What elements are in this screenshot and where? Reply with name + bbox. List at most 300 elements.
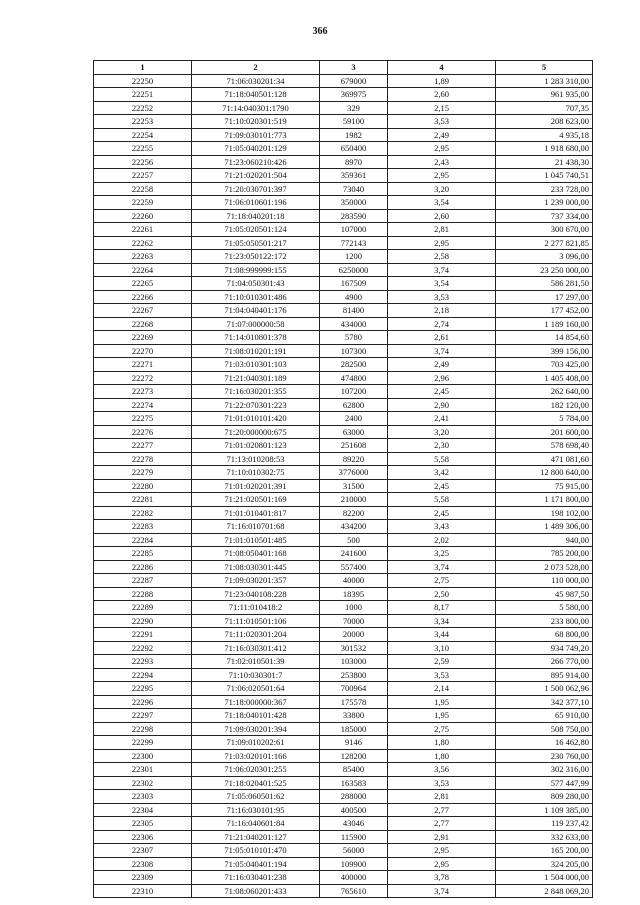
cadastral-number-cell: 71:11:020301:204 <box>192 628 320 642</box>
coefficient-cell: 2,95 <box>388 142 496 156</box>
row-number-cell: 22276 <box>94 425 192 439</box>
amount-cell: 12 800 640,00 <box>496 466 593 480</box>
table-row <box>94 196 593 210</box>
coefficient-cell: 2,81 <box>388 790 496 804</box>
row-number-cell: 22303 <box>94 790 192 804</box>
column-header-4: 4 <box>388 61 496 75</box>
coefficient-cell: 2,95 <box>388 857 496 871</box>
amount-cell: 16 462,80 <box>496 736 593 750</box>
column-header-5: 5 <box>496 61 593 75</box>
value-cell: 400500 <box>320 803 388 817</box>
table-row <box>94 560 593 574</box>
cadastral-number-cell: 71:18:020401:525 <box>192 776 320 790</box>
cadastral-number-cell: 71:02:010501:39 <box>192 655 320 669</box>
value-cell: 1000 <box>320 601 388 615</box>
cadastral-number-cell: 71:18:040201:18 <box>192 209 320 223</box>
amount-cell: 110 000,00 <box>496 574 593 588</box>
amount-cell: 266 770,00 <box>496 655 593 669</box>
cadastral-number-cell: 71:20:000000:675 <box>192 425 320 439</box>
value-cell: 85400 <box>320 763 388 777</box>
amount-cell: 508 750,00 <box>496 722 593 736</box>
row-number-cell: 22281 <box>94 493 192 507</box>
coefficient-cell: 8,17 <box>388 601 496 615</box>
row-number-cell: 22263 <box>94 250 192 264</box>
cadastral-number-cell: 71:21:040201:127 <box>192 830 320 844</box>
cadastral-number-cell: 71:16:030201:355 <box>192 385 320 399</box>
value-cell: 167509 <box>320 277 388 291</box>
table-row <box>94 655 593 669</box>
coefficient-cell: 2,91 <box>388 830 496 844</box>
amount-cell: 4 935,18 <box>496 128 593 142</box>
coefficient-cell: 3,20 <box>388 425 496 439</box>
table-row <box>94 601 593 615</box>
coefficient-cell: 2,30 <box>388 439 496 453</box>
amount-cell: 934 749,20 <box>496 641 593 655</box>
amount-cell: 119 237,42 <box>496 817 593 831</box>
value-cell: 33800 <box>320 709 388 723</box>
value-cell: 175578 <box>320 695 388 709</box>
coefficient-cell: 3,43 <box>388 520 496 534</box>
table-row <box>94 844 593 858</box>
table-row <box>94 857 593 871</box>
cadastral-number-cell: 71:22:070301:223 <box>192 398 320 412</box>
coefficient-cell: 1,80 <box>388 749 496 763</box>
amount-cell: 5 580,00 <box>496 601 593 615</box>
value-cell: 63000 <box>320 425 388 439</box>
amount-cell: 165 200,00 <box>496 844 593 858</box>
value-cell: 359361 <box>320 169 388 183</box>
cadastral-number-cell: 71:16:030301:412 <box>192 641 320 655</box>
row-number-cell: 22307 <box>94 844 192 858</box>
coefficient-cell: 1,80 <box>388 736 496 750</box>
cadastral-number-cell: 71:09:030101:773 <box>192 128 320 142</box>
table-row <box>94 506 593 520</box>
cadastral-number-cell: 71:03:010301:103 <box>192 358 320 372</box>
row-number-cell: 22257 <box>94 169 192 183</box>
value-cell: 40000 <box>320 574 388 588</box>
value-cell: 650400 <box>320 142 388 156</box>
cadastral-number-cell: 71:06:030201:34 <box>192 74 320 88</box>
cadastral-number-cell: 71:01:020801:123 <box>192 439 320 453</box>
value-cell: 500 <box>320 533 388 547</box>
row-number-cell: 22308 <box>94 857 192 871</box>
cadastral-number-cell: 71:09:030201:357 <box>192 574 320 588</box>
value-cell: 474800 <box>320 371 388 385</box>
cadastral-number-cell: 71:01:010501:485 <box>192 533 320 547</box>
value-cell: 56000 <box>320 844 388 858</box>
value-cell: 400000 <box>320 871 388 885</box>
amount-cell: 1 500 062,96 <box>496 682 593 696</box>
amount-cell: 324 205,00 <box>496 857 593 871</box>
table-row <box>94 695 593 709</box>
cadastral-number-cell: 71:23:040108:228 <box>192 587 320 601</box>
amount-cell: 577 447,99 <box>496 776 593 790</box>
value-cell: 2400 <box>320 412 388 426</box>
table-row <box>94 722 593 736</box>
cadastral-number-cell: 71:10:030301:7 <box>192 668 320 682</box>
amount-cell: 198 102,00 <box>496 506 593 520</box>
row-number-cell: 22296 <box>94 695 192 709</box>
amount-cell: 1 283 310,00 <box>496 74 593 88</box>
coefficient-cell: 1,89 <box>388 74 496 88</box>
value-cell: 765610 <box>320 884 388 898</box>
row-number-cell: 22300 <box>94 749 192 763</box>
table-row <box>94 250 593 264</box>
value-cell: 89220 <box>320 452 388 466</box>
table-row <box>94 304 593 318</box>
amount-cell: 17 297,00 <box>496 290 593 304</box>
table-row <box>94 412 593 426</box>
cadastral-number-cell: 71:04:050301:43 <box>192 277 320 291</box>
coefficient-cell: 3,54 <box>388 196 496 210</box>
cadastral-number-cell: 71:06:010601:196 <box>192 196 320 210</box>
row-number-cell: 22290 <box>94 614 192 628</box>
value-cell: 301532 <box>320 641 388 655</box>
value-cell: 679000 <box>320 74 388 88</box>
cadastral-number-cell: 71:16:030401:238 <box>192 871 320 885</box>
table-row <box>94 776 593 790</box>
coefficient-cell: 2,77 <box>388 803 496 817</box>
coefficient-cell: 3,74 <box>388 560 496 574</box>
table-row <box>94 668 593 682</box>
amount-cell: 1 239 000,00 <box>496 196 593 210</box>
table-row <box>94 223 593 237</box>
cadastral-number-cell: 71:10:020301:519 <box>192 115 320 129</box>
coefficient-cell: 3,53 <box>388 290 496 304</box>
table-row <box>94 88 593 102</box>
cadastral-number-cell: 71:16:030101:95 <box>192 803 320 817</box>
coefficient-cell: 3,53 <box>388 668 496 682</box>
coefficient-cell: 2,49 <box>388 358 496 372</box>
row-number-cell: 22291 <box>94 628 192 642</box>
amount-cell: 1 489 306,00 <box>496 520 593 534</box>
cadastral-number-cell: 71:23:050122:172 <box>192 250 320 264</box>
row-number-cell: 22288 <box>94 587 192 601</box>
amount-cell: 45 987,50 <box>496 587 593 601</box>
value-cell: 251608 <box>320 439 388 453</box>
value-cell: 81400 <box>320 304 388 318</box>
coefficient-cell: 2,90 <box>388 398 496 412</box>
value-cell: 434200 <box>320 520 388 534</box>
amount-cell: 342 377,10 <box>496 695 593 709</box>
value-cell: 4900 <box>320 290 388 304</box>
table-row <box>94 493 593 507</box>
amount-cell: 586 281,50 <box>496 277 593 291</box>
table-row <box>94 682 593 696</box>
coefficient-cell: 3,74 <box>388 344 496 358</box>
value-cell: 103000 <box>320 655 388 669</box>
row-number-cell: 22283 <box>94 520 192 534</box>
row-number-cell: 22277 <box>94 439 192 453</box>
table-row <box>94 614 593 628</box>
coefficient-cell: 3,44 <box>388 628 496 642</box>
table-row <box>94 155 593 169</box>
amount-cell: 578 698,40 <box>496 439 593 453</box>
value-cell: 9146 <box>320 736 388 750</box>
value-cell: 107000 <box>320 223 388 237</box>
coefficient-cell: 2,59 <box>388 655 496 669</box>
cadastral-number-cell: 71:05:020501:124 <box>192 223 320 237</box>
row-number-cell: 22252 <box>94 101 192 115</box>
table-row <box>94 358 593 372</box>
row-number-cell: 22254 <box>94 128 192 142</box>
table-row <box>94 331 593 345</box>
coefficient-cell: 2,75 <box>388 722 496 736</box>
row-number-cell: 22297 <box>94 709 192 723</box>
row-number-cell: 22279 <box>94 466 192 480</box>
value-cell: 350000 <box>320 196 388 210</box>
value-cell: 5780 <box>320 331 388 345</box>
amount-cell: 302 316,00 <box>496 763 593 777</box>
row-number-cell: 22285 <box>94 547 192 561</box>
value-cell: 1200 <box>320 250 388 264</box>
row-number-cell: 22253 <box>94 115 192 129</box>
coefficient-cell: 2,18 <box>388 304 496 318</box>
coefficient-cell: 2,77 <box>388 817 496 831</box>
table-row <box>94 182 593 196</box>
amount-cell: 208 623,00 <box>496 115 593 129</box>
cadastral-number-cell: 71:21:040301:189 <box>192 371 320 385</box>
amount-cell: 2 073 528,00 <box>496 560 593 574</box>
table-row <box>94 520 593 534</box>
row-number-cell: 22265 <box>94 277 192 291</box>
value-cell: 18395 <box>320 587 388 601</box>
amount-cell: 2 277 821,85 <box>496 236 593 250</box>
coefficient-cell: 2,81 <box>388 223 496 237</box>
row-number-cell: 22260 <box>94 209 192 223</box>
amount-cell: 300 670,00 <box>496 223 593 237</box>
coefficient-cell: 3,10 <box>388 641 496 655</box>
value-cell: 210000 <box>320 493 388 507</box>
table-row <box>94 817 593 831</box>
amount-cell: 703 425,00 <box>496 358 593 372</box>
coefficient-cell: 3,78 <box>388 871 496 885</box>
coefficient-cell: 3,42 <box>388 466 496 480</box>
value-cell: 31500 <box>320 479 388 493</box>
value-cell: 115900 <box>320 830 388 844</box>
amount-cell: 332 633,00 <box>496 830 593 844</box>
row-number-cell: 22278 <box>94 452 192 466</box>
amount-cell: 785 200,00 <box>496 547 593 561</box>
cadastral-number-cell: 71:21:020201:504 <box>192 169 320 183</box>
value-cell: 73040 <box>320 182 388 196</box>
cadastral-number-cell: 71:05:040401:194 <box>192 857 320 871</box>
cadastral-number-cell: 71:04:040401:176 <box>192 304 320 318</box>
row-number-cell: 22284 <box>94 533 192 547</box>
table-row <box>94 277 593 291</box>
row-number-cell: 22286 <box>94 560 192 574</box>
value-cell: 59100 <box>320 115 388 129</box>
row-number-cell: 22261 <box>94 223 192 237</box>
cadastral-number-cell: 71:05:060501:62 <box>192 790 320 804</box>
coefficient-cell: 3,53 <box>388 115 496 129</box>
amount-cell: 707,35 <box>496 101 593 115</box>
amount-cell: 5 784,00 <box>496 412 593 426</box>
column-header-2: 2 <box>192 61 320 75</box>
cadastral-number-cell: 71:16:040601:84 <box>192 817 320 831</box>
table-row <box>94 479 593 493</box>
amount-cell: 182 120,00 <box>496 398 593 412</box>
value-cell: 62800 <box>320 398 388 412</box>
table-row <box>94 830 593 844</box>
value-cell: 20000 <box>320 628 388 642</box>
amount-cell: 21 438,30 <box>496 155 593 169</box>
cadastral-number-cell: 71:09:030201:394 <box>192 722 320 736</box>
coefficient-cell: 1,95 <box>388 695 496 709</box>
amount-cell: 68 800,00 <box>496 628 593 642</box>
table-row <box>94 628 593 642</box>
table-row <box>94 439 593 453</box>
row-number-cell: 22280 <box>94 479 192 493</box>
row-number-cell: 22301 <box>94 763 192 777</box>
cadastral-number-cell: 71:14:010801:378 <box>192 331 320 345</box>
coefficient-cell: 3,56 <box>388 763 496 777</box>
cadastral-number-cell: 71:18:000000:367 <box>192 695 320 709</box>
value-cell: 8970 <box>320 155 388 169</box>
value-cell: 107200 <box>320 385 388 399</box>
row-number-cell: 22289 <box>94 601 192 615</box>
coefficient-cell: 2,60 <box>388 88 496 102</box>
row-number-cell: 22255 <box>94 142 192 156</box>
coefficient-cell: 2,95 <box>388 236 496 250</box>
coefficient-cell: 2,74 <box>388 317 496 331</box>
coefficient-cell: 5,58 <box>388 452 496 466</box>
page-number: 366 <box>312 26 328 37</box>
cadastral-number-cell: 71:08:999999:155 <box>192 263 320 277</box>
row-number-cell: 22275 <box>94 412 192 426</box>
coefficient-cell: 2,58 <box>388 250 496 264</box>
value-cell: 128200 <box>320 749 388 763</box>
coefficient-cell: 2,14 <box>388 682 496 696</box>
row-number-cell: 22287 <box>94 574 192 588</box>
coefficient-cell: 2,49 <box>388 128 496 142</box>
amount-cell: 23 250 000,00 <box>496 263 593 277</box>
cadastral-number-cell: 71:05:010101:470 <box>192 844 320 858</box>
value-cell: 107300 <box>320 344 388 358</box>
row-number-cell: 22298 <box>94 722 192 736</box>
row-number-cell: 22304 <box>94 803 192 817</box>
table-row <box>94 209 593 223</box>
cadastral-number-cell: 71:10:010302:75 <box>192 466 320 480</box>
value-cell: 700964 <box>320 682 388 696</box>
row-number-cell: 22309 <box>94 871 192 885</box>
coefficient-cell: 2,45 <box>388 506 496 520</box>
value-cell: 369975 <box>320 88 388 102</box>
coefficient-cell: 3,25 <box>388 547 496 561</box>
table-row <box>94 466 593 480</box>
coefficient-cell: 2,75 <box>388 574 496 588</box>
row-number-cell: 22272 <box>94 371 192 385</box>
cadastral-number-cell: 71:08:010201:191 <box>192 344 320 358</box>
amount-cell: 940,00 <box>496 533 593 547</box>
amount-cell: 1 109 385,00 <box>496 803 593 817</box>
amount-cell: 201 600,00 <box>496 425 593 439</box>
value-cell: 43046 <box>320 817 388 831</box>
cadastral-number-cell: 71:08:050401:168 <box>192 547 320 561</box>
value-cell: 3776000 <box>320 466 388 480</box>
value-cell: 163583 <box>320 776 388 790</box>
row-number-cell: 22295 <box>94 682 192 696</box>
coefficient-cell: 3,74 <box>388 884 496 898</box>
table-row <box>94 587 593 601</box>
coefficient-cell: 3,53 <box>388 776 496 790</box>
cadastral-number-cell: 71:08:030301:445 <box>192 560 320 574</box>
table-row <box>94 803 593 817</box>
cadastral-number-cell: 71:18:040101:428 <box>192 709 320 723</box>
row-number-cell: 22250 <box>94 74 192 88</box>
table-row <box>94 371 593 385</box>
cadastral-number-cell: 71:08:060201:433 <box>192 884 320 898</box>
cadastral-number-cell: 71:20:030701:397 <box>192 182 320 196</box>
value-cell: 288000 <box>320 790 388 804</box>
table-row <box>94 290 593 304</box>
coefficient-cell: 1,95 <box>388 709 496 723</box>
cadastral-number-cell: 71:10:010301:486 <box>192 290 320 304</box>
coefficient-cell: 2,95 <box>388 169 496 183</box>
table-row <box>94 547 593 561</box>
amount-cell: 471 081,60 <box>496 452 593 466</box>
value-cell: 329 <box>320 101 388 115</box>
table-row <box>94 452 593 466</box>
registry-table <box>93 60 593 898</box>
amount-cell: 177 452,00 <box>496 304 593 318</box>
table-row <box>94 398 593 412</box>
value-cell: 185000 <box>320 722 388 736</box>
value-cell: 241600 <box>320 547 388 561</box>
value-cell: 282500 <box>320 358 388 372</box>
table-row <box>94 115 593 129</box>
row-number-cell: 22306 <box>94 830 192 844</box>
row-number-cell: 22292 <box>94 641 192 655</box>
table-row <box>94 101 593 115</box>
amount-cell: 737 334,00 <box>496 209 593 223</box>
row-number-cell: 22305 <box>94 817 192 831</box>
table-row <box>94 142 593 156</box>
value-cell: 772143 <box>320 236 388 250</box>
row-number-cell: 22294 <box>94 668 192 682</box>
amount-cell: 230 760,00 <box>496 749 593 763</box>
cadastral-number-cell: 71:16:010701:68 <box>192 520 320 534</box>
amount-cell: 961 935,00 <box>496 88 593 102</box>
row-number-cell: 22269 <box>94 331 192 345</box>
table-row <box>94 169 593 183</box>
amount-cell: 1 405 408,00 <box>496 371 593 385</box>
table-row <box>94 128 593 142</box>
row-number-cell: 22302 <box>94 776 192 790</box>
table-row <box>94 641 593 655</box>
amount-cell: 1 918 680,00 <box>496 142 593 156</box>
row-number-cell: 22251 <box>94 88 192 102</box>
cadastral-number-cell: 71:06:020301:255 <box>192 763 320 777</box>
coefficient-cell: 2,15 <box>388 101 496 115</box>
coefficient-cell: 3,74 <box>388 263 496 277</box>
value-cell: 82200 <box>320 506 388 520</box>
row-number-cell: 22273 <box>94 385 192 399</box>
coefficient-cell: 2,45 <box>388 479 496 493</box>
value-cell: 1982 <box>320 128 388 142</box>
table-row <box>94 709 593 723</box>
table-row <box>94 236 593 250</box>
cadastral-number-cell: 71:05:050501:217 <box>192 236 320 250</box>
row-number-cell: 22268 <box>94 317 192 331</box>
coefficient-cell: 2,61 <box>388 331 496 345</box>
row-number-cell: 22282 <box>94 506 192 520</box>
coefficient-cell: 2,50 <box>388 587 496 601</box>
table-row <box>94 263 593 277</box>
cadastral-number-cell: 71:09:010202:61 <box>192 736 320 750</box>
table-row <box>94 749 593 763</box>
table-row <box>94 385 593 399</box>
